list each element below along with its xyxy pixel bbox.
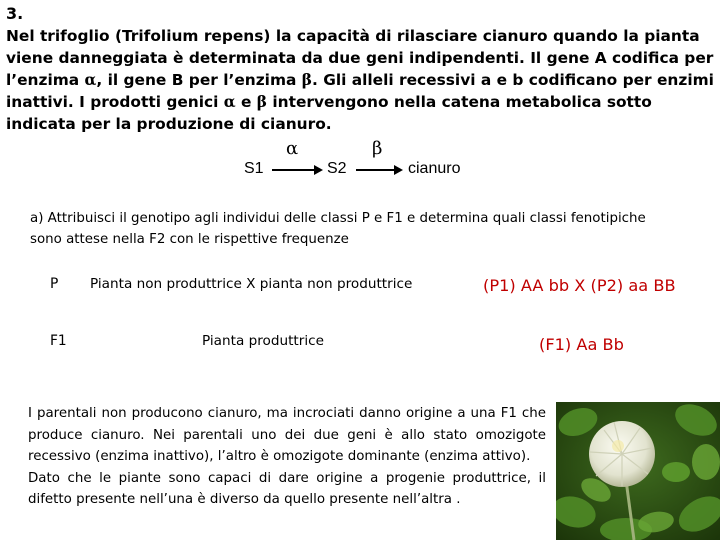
row-label-f1: F1: [50, 333, 67, 349]
explanation-paragraph: I parentali non producono cianuro, ma incrociati danno origine a una F1 che produce cianuro. Nei parentali uno dei due geni è allo stato omozigote recessivo (enzima inattivo), l’altro è omozigote dominante (enzima attivo).: [28, 406, 546, 465]
enzyme-alpha-label: α: [286, 138, 299, 159]
arrow-s1-s2: [272, 169, 316, 171]
row-label-p: P: [50, 276, 59, 292]
alpha-symbol: α: [223, 93, 236, 111]
arrow-s2-cianuro: [356, 169, 396, 171]
task-a: a) Attribuisci il genotipo agli individui delle classi P e F1 e determina quali classi fenotipiche sono attese nella F2 con le rispettive frequenze: [30, 211, 646, 247]
question-text-part3: . Gli alleli recessivi a e b codificano per enzimi inattivi. I prodotti genici: [6, 71, 714, 111]
answer-f1-genotype: (F1) Aa Bb: [539, 335, 624, 354]
arrow-head-icon: [394, 165, 403, 175]
product-cianuro: cianuro: [408, 160, 461, 177]
beta-symbol: β: [301, 71, 312, 89]
question-text-part4: e: [235, 93, 257, 111]
enzyme-beta-label: β: [372, 138, 383, 159]
explanation-paragraph: Dato che le piante sono capaci di dare origine a progenie produttrice, il difetto presente nell’una è diverso da quello presente nell’altra .: [28, 470, 546, 508]
explanation: [28, 403, 546, 511]
row-description-f1: Pianta produttrice: [202, 333, 324, 349]
question-text-part2: , il gene B per l’enzima: [96, 71, 302, 89]
arrow-head-icon: [314, 165, 323, 175]
question-text: [6, 25, 718, 135]
row-description-p: Pianta non produttrice X pianta non produttrice: [90, 276, 413, 292]
answer-p-genotype: (P1) AA bb X (P2) aa BB: [483, 276, 676, 295]
beta-symbol: β: [256, 93, 268, 111]
clover-flower-image: [556, 402, 720, 540]
substrate-s2: S2: [327, 160, 347, 177]
question-number: 3.: [6, 4, 24, 23]
question-text-part1: Nel trifoglio (Trifolium repens) la capacità di rilasciare cianuro quando la pianta viene danneggiata è determinata da due geni indipendenti. Il gene A codifica per l’enzima: [6, 27, 714, 89]
question-text-part5: intervengono nella catena metabolica sotto indicata per la produzione di cianuro.: [6, 93, 652, 133]
clover-flower-photo: [556, 402, 720, 540]
substrate-s1: S1: [244, 160, 264, 177]
alpha-symbol: α: [84, 71, 97, 89]
